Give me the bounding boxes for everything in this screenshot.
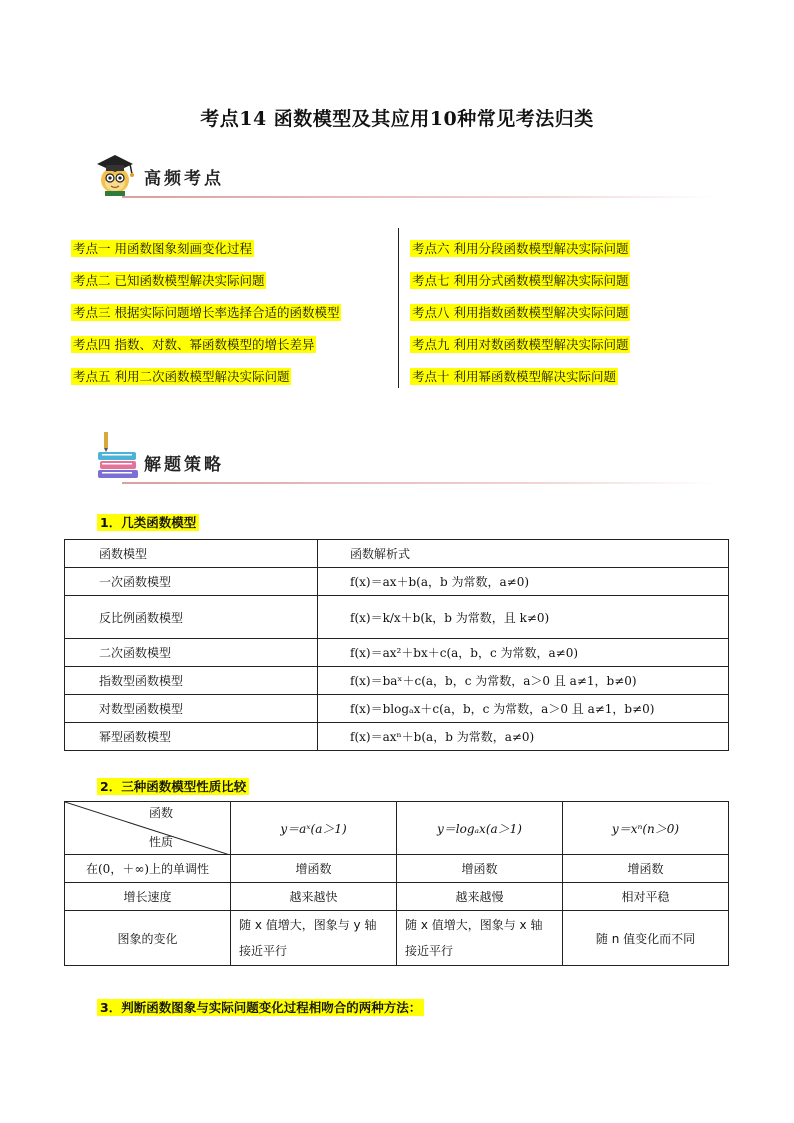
table-row [65, 911, 729, 966]
table-header-row [65, 540, 729, 568]
table-cell: 增函数 [231, 855, 397, 883]
table-row [65, 855, 729, 883]
table-cell: 随 n 值变化而不同 [563, 911, 729, 966]
model-name-cell: 一次函数模型 [65, 568, 318, 596]
toc-left-column [71, 238, 341, 398]
toc-divider [398, 228, 399, 388]
formula-cell: f(x)＝ax＋b(a，b 为常数，a≠0) [318, 568, 729, 596]
toc-right-column [410, 238, 630, 398]
banner-title: 高频考点 [144, 169, 224, 189]
diagonal-header-cell [65, 802, 231, 855]
banner-underline [122, 482, 714, 484]
model-name-cell: 幂型函数模型 [65, 723, 318, 751]
formula-cell: f(x)＝axⁿ＋b(a，b 为常数，a≠0) [318, 723, 729, 751]
table-row [65, 723, 729, 751]
toc-item-1[interactable]: 考点一 用函数图象刻画变化过程 [73, 241, 252, 256]
table-row [65, 639, 729, 667]
section-1-heading: 1．几类函数模型 [97, 514, 199, 531]
header-cell: 函数解析式 [318, 540, 729, 568]
table-cell: 越来越快 [231, 883, 397, 911]
table-cell: 随 x 值增大，图象与 y 轴接近平行 [231, 911, 397, 966]
banner-underline [122, 196, 714, 198]
banner-frequent-topics [92, 158, 714, 198]
column-header: y＝xⁿ(n＞0) [563, 802, 729, 855]
row-label: 增长速度 [65, 883, 231, 911]
model-name-cell: 对数型函数模型 [65, 695, 318, 723]
corner-label-property: 性质 [149, 835, 174, 849]
comparison-table [64, 801, 729, 966]
toc-item-10[interactable]: 考点十 利用幂函数模型解决实际问题 [412, 369, 616, 384]
table-cell: 增函数 [563, 855, 729, 883]
toc-item-6[interactable]: 考点六 利用分段函数模型解决实际问题 [412, 241, 629, 256]
toc-item-9[interactable]: 考点九 利用对数函数模型解决实际问题 [412, 337, 629, 352]
diagonal-line [65, 802, 230, 855]
table-row [65, 695, 729, 723]
formula-cell: f(x)＝baˣ＋c(a，b，c 为常数，a＞0 且 a≠1，b≠0) [318, 667, 729, 695]
toc-item-2[interactable]: 考点二 已知函数模型解决实际问题 [73, 273, 265, 288]
formula-cell: f(x)＝blogₐx＋c(a，b，c 为常数，a＞0 且 a≠1，b≠0) [318, 695, 729, 723]
row-label: 在(0，＋∞)上的单调性 [65, 855, 231, 883]
books-pencil-icon [96, 430, 142, 482]
page-title: 考点14 函数模型及其应用10种常见考法归类 [200, 108, 594, 130]
toc-item-3[interactable]: 考点三 根据实际问题增长率选择合适的函数模型 [73, 305, 340, 320]
toc-item-4[interactable]: 考点四 指数、对数、幂函数模型的增长差异 [73, 337, 315, 352]
formula-cell: f(x)＝ax²＋bx＋c(a，b，c 为常数，a≠0) [318, 639, 729, 667]
table-header-row [65, 802, 729, 855]
table-row [65, 667, 729, 695]
column-header: y＝aˣ(a＞1) [231, 802, 397, 855]
section-3-heading: 3．判断函数图象与实际问题变化过程相吻合的两种方法： [97, 999, 424, 1016]
row-label: 图象的变化 [65, 911, 231, 966]
table-cell: 相对平稳 [563, 883, 729, 911]
toc-item-7[interactable]: 考点七 利用分式函数模型解决实际问题 [412, 273, 629, 288]
corner-label-function: 函数 [149, 806, 174, 820]
section-2-heading: 2．三种函数模型性质比较 [97, 778, 249, 795]
graduate-mascot-icon [92, 152, 138, 198]
formula-cell: f(x)＝k/x＋b(k，b 为常数，且 k≠0) [318, 596, 729, 639]
table-row [65, 568, 729, 596]
table-cell: 越来越慢 [397, 883, 563, 911]
table-row [65, 883, 729, 911]
column-header: y＝logₐx(a＞1) [397, 802, 563, 855]
table-row [65, 596, 729, 639]
toc-item-8[interactable]: 考点八 利用指数函数模型解决实际问题 [412, 305, 629, 320]
model-name-cell: 反比例函数模型 [65, 596, 318, 639]
table-cell: 增函数 [397, 855, 563, 883]
toc-item-5[interactable]: 考点五 利用二次函数模型解决实际问题 [73, 369, 290, 384]
header-cell: 函数模型 [65, 540, 318, 568]
model-name-cell: 指数型函数模型 [65, 667, 318, 695]
function-models-table [64, 539, 729, 751]
model-name-cell: 二次函数模型 [65, 639, 318, 667]
table-cell: 随 x 值增大，图象与 x 轴接近平行 [397, 911, 563, 966]
banner-solving-strategy [92, 444, 714, 484]
banner-title: 解题策略 [144, 455, 224, 475]
